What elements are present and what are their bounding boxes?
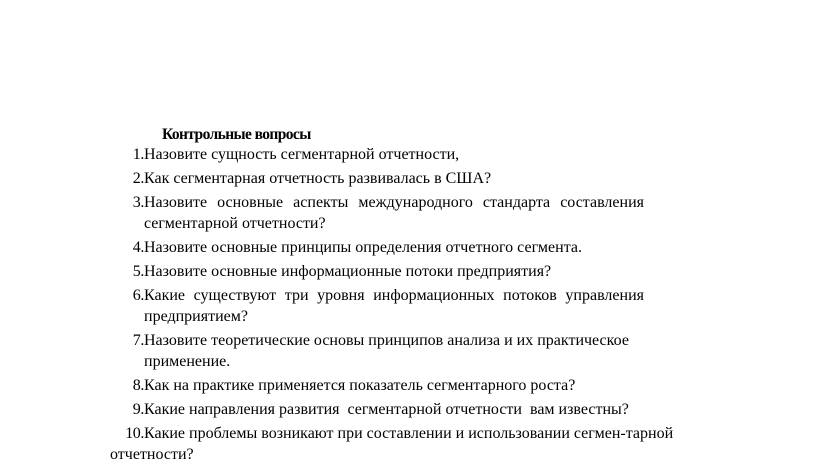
question-line: Назовите основные аспекты международного стандарта составления [144, 194, 644, 211]
question-item [110, 286, 710, 328]
question-item [110, 169, 710, 190]
question-number: 3. [132, 194, 144, 211]
question-number: 5. [132, 263, 144, 280]
question-line: отчетности? [110, 446, 194, 463]
question-text [144, 376, 575, 397]
question-text [144, 145, 459, 166]
question-item [110, 331, 710, 373]
question-number: 6. [132, 287, 144, 304]
question-number: 7. [132, 332, 144, 349]
question-line: Какие направления развития сегментарной отчетности вам известны? [144, 401, 629, 418]
question-line: Назовите сущность сегментарной отчетности, [144, 146, 460, 163]
question-number: 2. [132, 170, 144, 187]
question-number: 10. [125, 425, 144, 442]
question-text [144, 193, 644, 235]
question-text [144, 238, 582, 259]
question-number: 4. [132, 239, 144, 256]
question-line: Назовите основные информационные потоки предприятия? [144, 263, 552, 280]
question-number: 8. [132, 377, 144, 394]
question-item [110, 424, 710, 466]
question-item [110, 262, 710, 283]
question-text [144, 331, 629, 373]
question-line: Какие проблемы возникают при составлении и использовании сегмен-тарной [144, 425, 674, 442]
question-line: Какие существуют три уровня информационных потоков управления [144, 287, 644, 304]
question-item [110, 400, 710, 421]
question-item [110, 376, 710, 397]
question-text [144, 169, 491, 190]
question-line: применение. [144, 353, 231, 370]
question-line: предприятием? [144, 308, 248, 325]
question-item [110, 193, 710, 235]
question-line: Назовите основные принципы определения отчетного сегмента. [144, 239, 582, 256]
questions-list [110, 145, 710, 469]
question-text [144, 262, 551, 283]
section-heading: Контрольные вопросы [162, 126, 311, 143]
question-line: Как сегментарная отчетность развивалась в США? [144, 170, 492, 187]
question-number: 1. [132, 146, 144, 163]
question-text [144, 286, 644, 328]
question-item [110, 238, 710, 259]
question-text [144, 400, 629, 421]
question-item [110, 145, 710, 166]
question-line: Назовите теоретические основы принципов анализа и их практическое [144, 332, 629, 349]
question-line: Как на практике применяется показатель сегментарного роста? [144, 377, 576, 394]
question-number: 9. [132, 401, 144, 418]
question-line: сегментарной отчетности? [144, 215, 326, 232]
